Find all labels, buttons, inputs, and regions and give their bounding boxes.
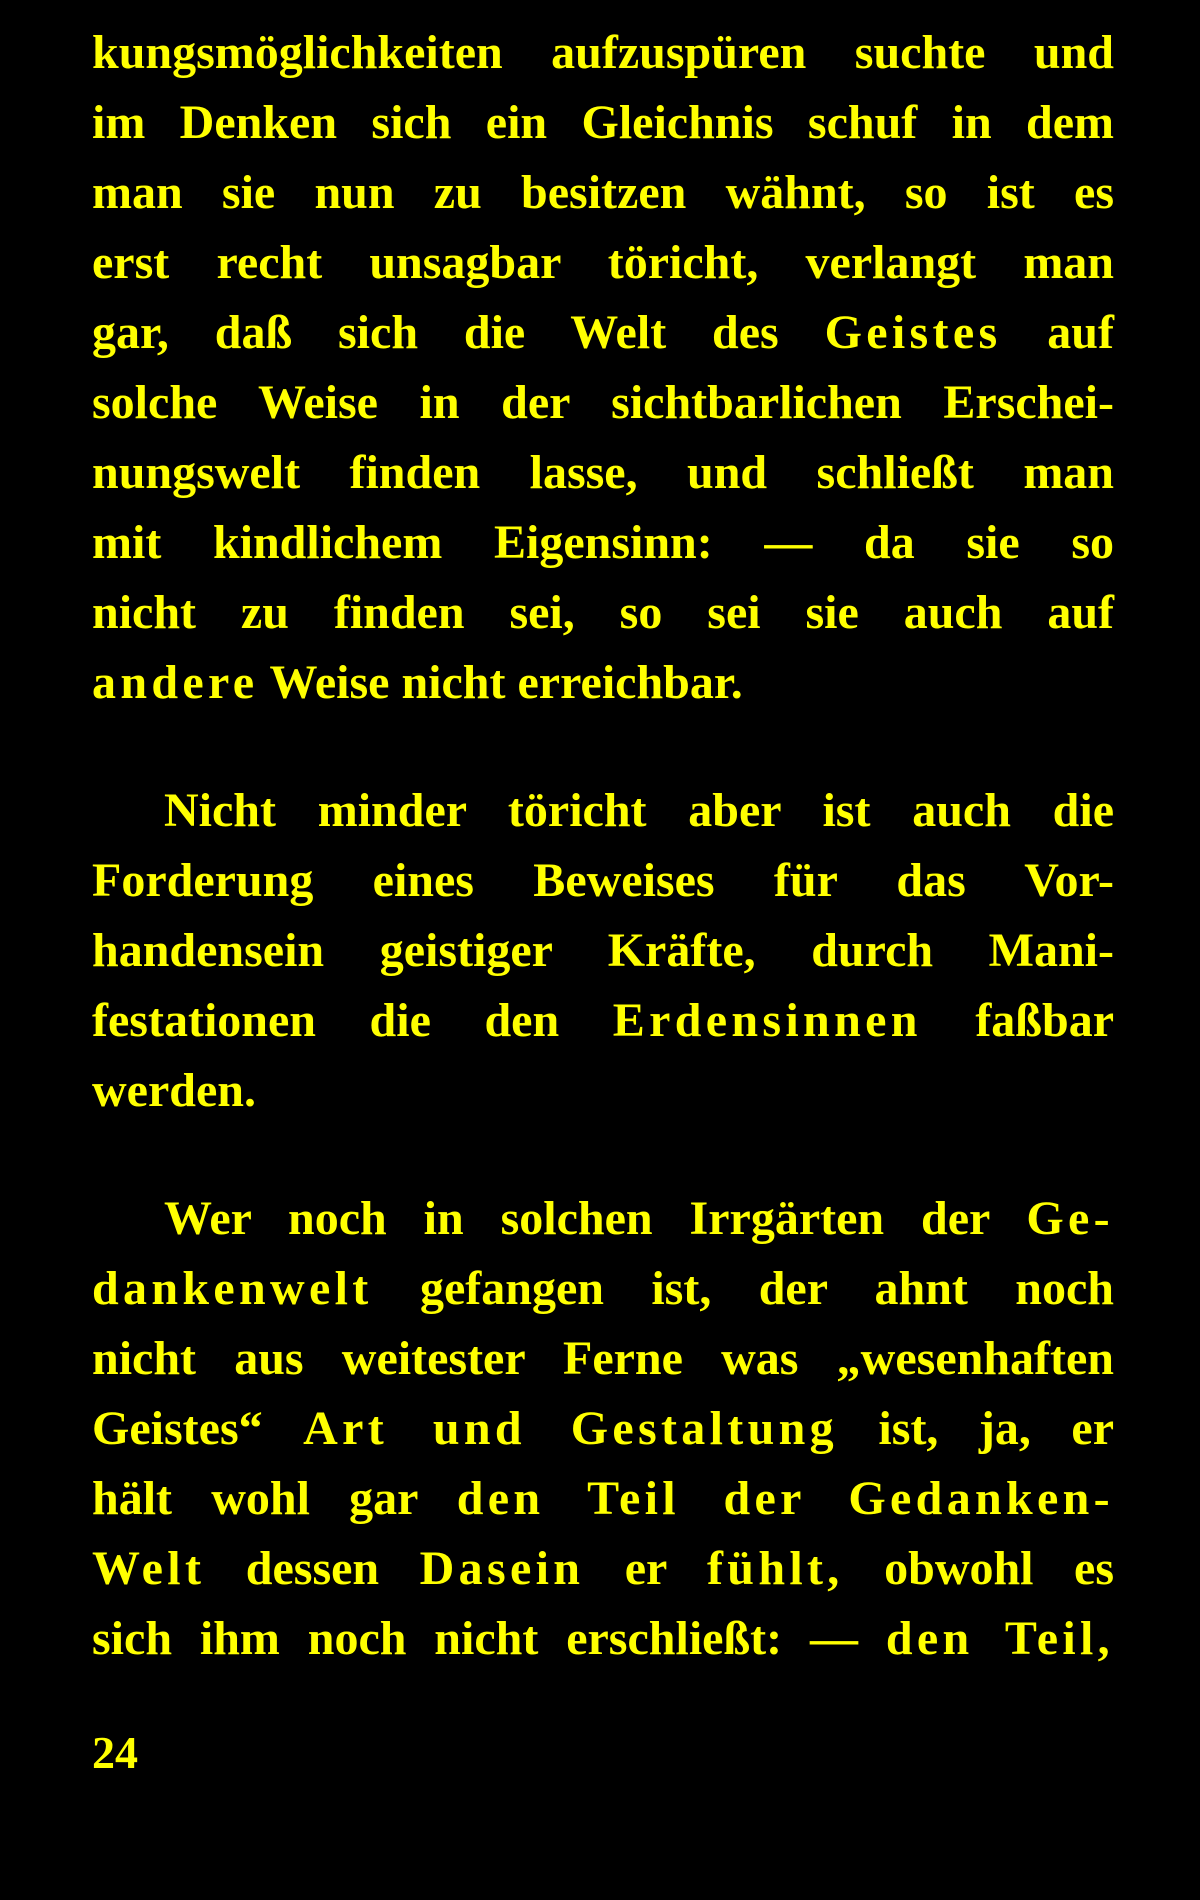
text-line (92, 438, 1114, 508)
spaced-text-segment: Ge- (1026, 1192, 1114, 1245)
text-line (92, 1254, 1114, 1324)
text-segment: hält wohl gar (92, 1472, 457, 1525)
text-segment: Wer noch in solchen Irrgärten der (164, 1192, 1027, 1245)
text-line (92, 1056, 1114, 1126)
spaced-text-segment: Dasein (419, 1542, 585, 1595)
spaced-text-segment: den Teil der Gedanken- (456, 1472, 1114, 1525)
paragraph (92, 1184, 1114, 1674)
text-line (92, 88, 1114, 158)
text-line (92, 1464, 1114, 1534)
text-segment: festationen die den (92, 994, 613, 1047)
page-number: 24 (92, 1727, 138, 1778)
text-segment: obwohl es (843, 1542, 1115, 1595)
text-segment: Geistes“ (92, 1402, 304, 1455)
text-segment: nungswelt finden lasse, und schließt man (92, 446, 1114, 499)
text-segment: im Denken sich ein Gleichnis schuf in dem (92, 96, 1114, 149)
spaced-text-segment: Welt (92, 1542, 206, 1595)
text-line (92, 228, 1114, 298)
text-line (92, 916, 1114, 986)
text-line (92, 1394, 1114, 1464)
text-segment: Weise nicht erreichbar. (258, 656, 743, 709)
text-segment: mit kindlichem Eigensinn: — da sie so (92, 516, 1114, 569)
text-line (92, 776, 1114, 846)
text-segment: sich ihm noch nicht erschließt: — (92, 1612, 886, 1665)
text-segment: kungsmöglichkeiten aufzuspüren suchte und (92, 26, 1114, 79)
text-line (92, 578, 1114, 648)
text-segment: gar, daß sich die Welt des (92, 306, 825, 359)
text-segment: gefangen ist, der ahnt noch (372, 1262, 1114, 1315)
text-segment: erst recht unsagbar töricht, verlangt man (92, 236, 1114, 289)
spaced-text-segment: den Teil, (885, 1612, 1114, 1665)
spaced-text-segment: andere (92, 656, 259, 709)
text-segment: handensein geistiger Kräfte, durch Mani- (92, 924, 1114, 977)
text-line (92, 648, 1114, 718)
spaced-text-segment: fühlt, (707, 1542, 844, 1595)
text-line (92, 1184, 1114, 1254)
paragraph (92, 18, 1114, 718)
text-segment: man sie nun zu besitzen wähnt, so ist es (92, 166, 1114, 219)
text-line (92, 846, 1114, 916)
spaced-text-segment: Erdensinnen (612, 994, 922, 1047)
text-line (92, 158, 1114, 228)
text-line (92, 18, 1114, 88)
text-segment: nicht zu finden sei, so sei sie auch auf (92, 586, 1114, 639)
text-segment: solche Weise in der sichtbarlichen Erschei- (92, 376, 1114, 429)
text-segment: nicht aus weitester Ferne was „wesenhaften (92, 1332, 1114, 1385)
text-block (92, 18, 1114, 1778)
text-line (92, 986, 1114, 1056)
text-segment: Nicht minder töricht aber ist auch die (164, 784, 1114, 837)
text-segment: auf (1001, 306, 1114, 359)
paragraph (92, 776, 1114, 1126)
text-line (92, 1534, 1114, 1604)
text-segment: Forderung eines Beweises für das Vor- (92, 854, 1114, 907)
spaced-text-segment: Geistes (824, 306, 1002, 359)
text-line (92, 298, 1114, 368)
text-segment: werden. (92, 1064, 256, 1117)
spaced-text-segment: dankenwelt (92, 1262, 373, 1315)
text-line (92, 508, 1114, 578)
text-line (92, 368, 1114, 438)
text-segment: er (584, 1542, 707, 1595)
spaced-text-segment: Art und Gestaltung (303, 1402, 838, 1455)
text-line (92, 1604, 1114, 1674)
text-line (92, 1324, 1114, 1394)
text-segment: faßbar (921, 994, 1115, 1047)
text-segment: dessen (205, 1542, 420, 1595)
text-segment: ist, ja, er (837, 1402, 1115, 1455)
